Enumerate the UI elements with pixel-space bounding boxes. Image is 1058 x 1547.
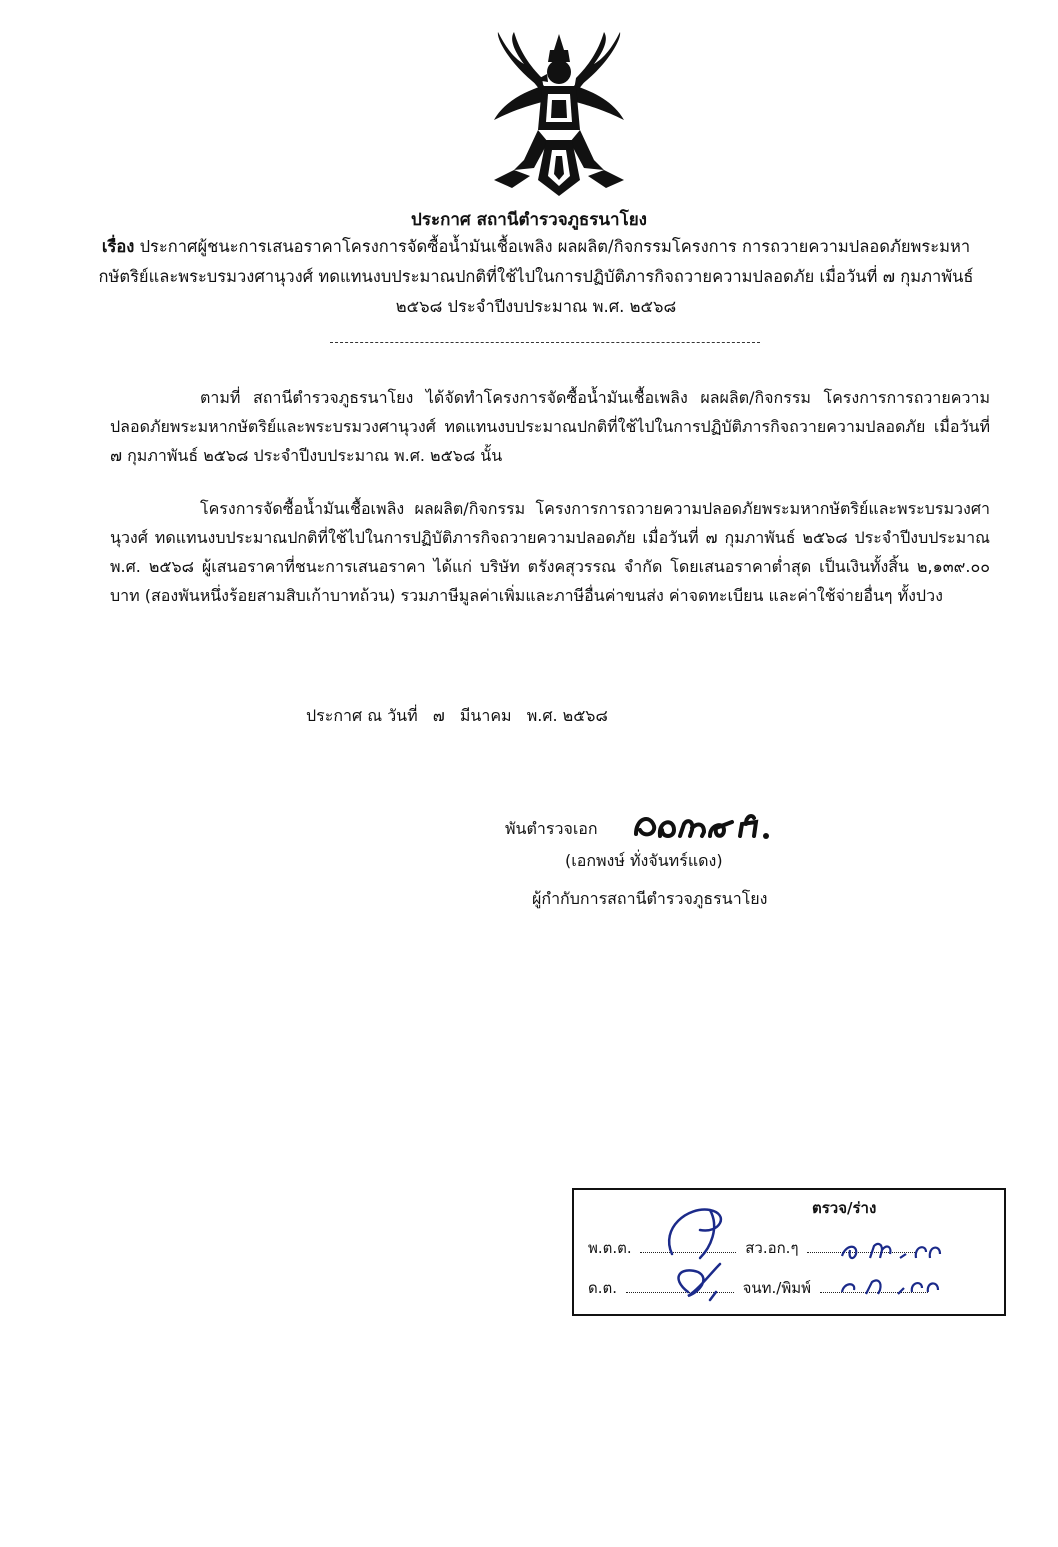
announcement-subject [96,232,976,322]
subject-lead: เรื่อง [101,237,135,256]
date-month: มีนาคม [459,706,512,725]
review-handwriting [560,1188,1000,1328]
row2-role: จนท./พิมพ์ [742,1279,812,1297]
signer-rank: พันตำรวจเอก [505,819,598,838]
garuda-emblem-icon [484,30,634,200]
announcement-title: ประกาศ สถานีตำรวจภูธรนาโยง [411,210,647,230]
separator-line [330,342,760,343]
date-year: พ.ศ. ๒๕๖๘ [526,706,608,725]
announcement-date [306,704,618,729]
row1-label: พ.ต.ต. [588,1239,632,1257]
body-paragraph-2 [110,494,990,610]
date-prefix: ประกาศ ณ วันที่ [306,706,418,725]
signer-name: (เอกพงษ์ ทั่งจันทร์แดง) [565,851,723,870]
signer-position: ผู้กำกับการสถานีตำรวจภูธรนาโยง [532,889,768,908]
subject-text: ประกาศผู้ชนะการเสนอราคาโครงการจัดซื้อน้ำมันเชื้อเพลิง ผลผลิต/กิจกรรมโครงการ การถวายความปลอดภัยพระมหากษัตริย์และพระบรมวงศานุวงศ์ ทดแทนงบประมาณปกติที่ใช้ไปในการปฏิบัติภารกิจถวายความปลอดภัย เมื่อวันที่ ๗ กุมภาพันธ์ ๒๕๖๘ ประจำปีงบประมาณ พ.ศ. ๒๕๖๘ [98,237,974,316]
body-paragraph-1 [110,383,990,470]
date-day: ๗ [432,706,445,725]
row2-label: ด.ต. [588,1279,618,1297]
paragraph-2-text: โครงการจัดซื้อน้ำมันเชื้อเพลิง ผลผลิต/กิจกรรม โครงการการถวายความปลอดภัยพระมหากษัตริย์และพระบรมวงศานุวงศ์ ทดแทนงบประมาณปกติที่ใช้ไปในการปฏิบัติภารกิจถวายความปลอดภัย เมื่อวันที่ ๗ กุมภาพันธ์ ๒๕๖๘ ประจำปีงบประมาณ พ.ศ. ๒๕๖๘ ผู้เสนอราคาที่ชนะการเสนอราคา ได้แก่ บริษัท ตรังคสุวรรณ จำกัด โดยเสนอราคาต่ำสุด เป็นเงินทั้งสิ้น ๒,๑๓๙.๐๐ บาท (สองพันหนึ่งร้อยสามสิบเก้าบาทถ้วน) รวมภาษีมูลค่าเพิ่มและภาษีอื่นค่าขนส่ง ค่าจดทะเบียน และค่าใช้จ่ายอื่นๆ ทั้งปวง [110,499,990,605]
review-title: ตรวจ/ร่าง [812,1199,877,1217]
paragraph-1-text: ตามที่ สถานีตำรวจภูธรนาโยง ได้จัดทำโครงการจัดซื้อน้ำมันเชื้อเพลิง ผลผลิต/กิจกรรม โครงการการถวายความปลอดภัยพระมหากษัตริย์และพระบรมวงศานุวงศ์ ทดแทนงบประมาณปกติที่ใช้ไปในการปฏิบัติภารกิจถวายความปลอดภัย เมื่อวันที่ ๗ กุมภาพันธ์ ๒๕๖๘ ประจำปีงบประมาณ พ.ศ. ๒๕๖๘ นั้น [110,388,990,465]
handwritten-signature [632,800,782,846]
row1-role: สว.อก.ๆ [745,1239,799,1257]
